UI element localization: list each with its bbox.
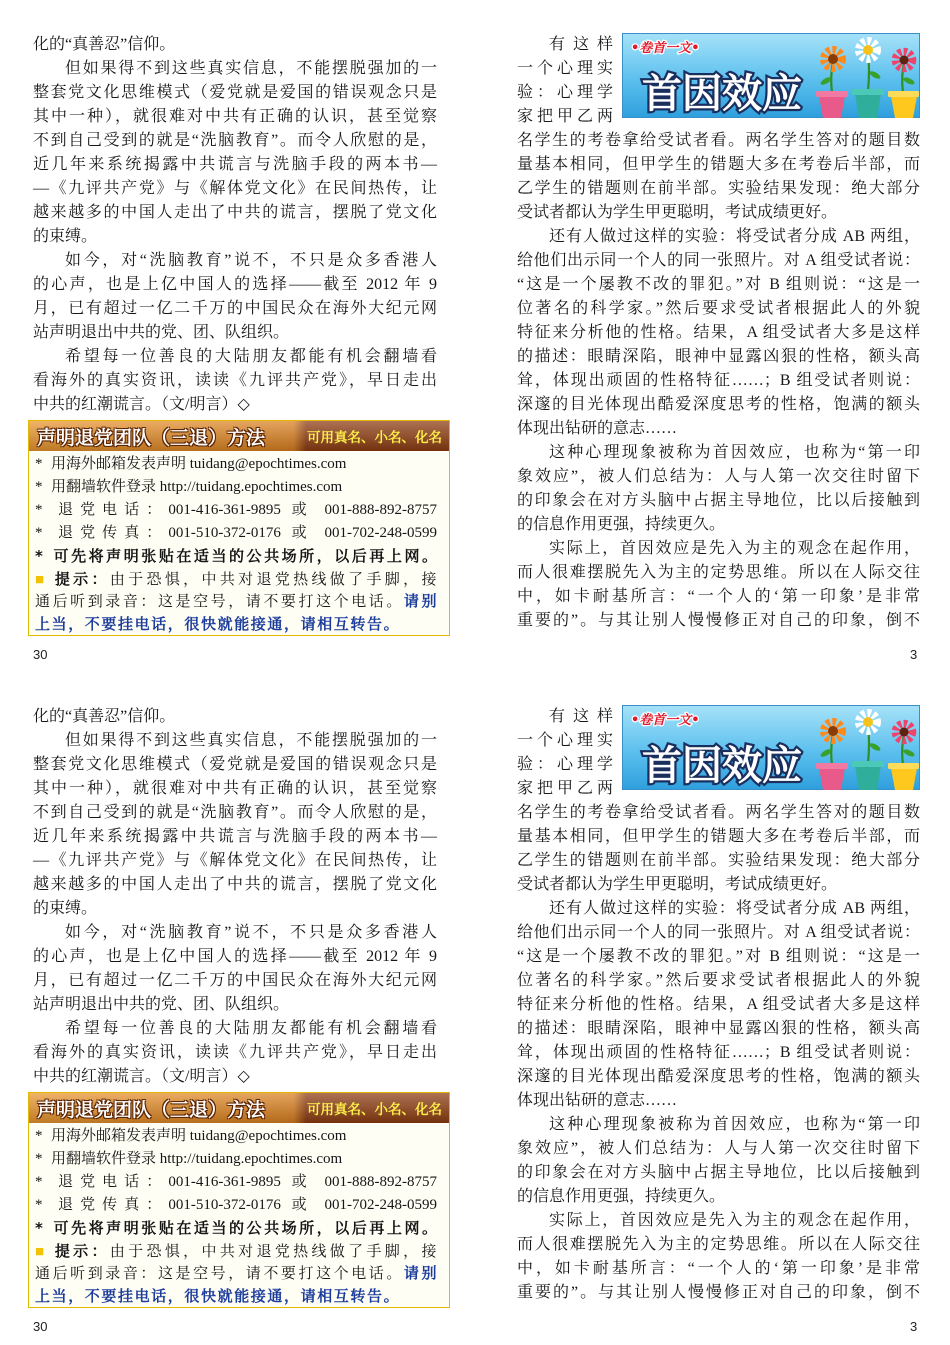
kicker-label: •卷首一文• (631, 41, 700, 56)
text-line: 验：心理学 (517, 84, 613, 101)
text-line: 体现出钻研的意志…… (517, 1092, 678, 1109)
paragraph (33, 1017, 437, 1089)
tip-line (35, 614, 437, 637)
text-line: 受试者都认为学生甲更聪明，考试成绩更好。 (517, 876, 838, 893)
text-line: 整套党文化思维模式（爱党就是爱国的错误观念只是 (33, 756, 437, 773)
box-item-text: 用海外邮箱发表声明 tuidang@epochtimes.com (51, 1128, 347, 1144)
paragraph (517, 537, 920, 633)
text-line: 象效应”，被人们总结为：人与人第一次交往时留下 (517, 1140, 920, 1157)
text-line: 家把甲乙两 (517, 780, 613, 797)
feature-title: 首因效应 (642, 743, 802, 789)
text-line: 象效应”，被人们总结为：人与人第一次交往时留下 (517, 468, 920, 485)
bullet-marker: * (35, 1197, 43, 1213)
bullet-marker: * (35, 1128, 43, 1144)
text-line: 中，如卡耐基所言：“一个人的‘第一印象’是非常 (517, 588, 920, 605)
page-number-left: 30 (33, 647, 48, 662)
box-title-banner (29, 1093, 449, 1123)
text-line: 不到自己受到的就是“洗脑教育”。而令人欣慰的是， (33, 804, 437, 821)
box-item-text: 用翻墙软件登录 http://tuidang.epochtimes.com (51, 479, 343, 495)
bullet-marker: * (35, 479, 43, 495)
text-line: 中共的红潮谎言。（文/明言）◇ (33, 1068, 250, 1085)
text-line: 耸，体现出顽固的性格特征……；B 组受试者则说： (517, 372, 920, 389)
text-line: 希望每一位善良的大陆朋友都能有机会翻墙看 (65, 1020, 437, 1037)
text-line: 这种心理现象被称为首因效应，也称为“第一印 (549, 1116, 920, 1133)
text-line: 化的“真善忍”信仰。 (33, 36, 176, 53)
text-line: 整套党文化思维模式（爱党就是爱国的错误观念只是 (33, 84, 437, 101)
text-line: 的信息作用更强，持续更久。 (517, 1188, 726, 1205)
text-line: 的印象会在对方头脑中占据主导地位，比以后接触到 (517, 492, 920, 509)
box-subtitle: 可用真名、小名、化名 (307, 430, 442, 446)
text-line: 家把甲乙两 (517, 108, 613, 125)
tip-text: 由于恐惧，中共对退党热线做了手脚，接 (109, 572, 437, 588)
right-column (517, 705, 920, 1305)
box-item-text: 用翻墙软件登录 http://tuidang.epochtimes.com (51, 1151, 343, 1167)
text-line: 有这样 (549, 36, 613, 53)
paragraph (33, 729, 437, 921)
text-line: 的心声，也是上亿中国人的选择——截至 2012 年 9 (33, 276, 437, 293)
tip-emphasis: 上当，不要挂电话，很快就能接通，请相互转告。 (35, 1289, 401, 1305)
page-number-right: 3 (910, 647, 918, 662)
text-line: 有这样 (549, 708, 613, 725)
box-item-website (35, 476, 437, 499)
tip-text: 由于恐惧，中共对退党热线做了手脚，接 (109, 1244, 437, 1260)
text-line: 的信息作用更强，持续更久。 (517, 516, 726, 533)
text-line: 名学生的考卷拿给受试者看。两名学生答对的题目数 (517, 132, 920, 149)
page-number-right: 3 (910, 1319, 918, 1334)
text-line: 特征来分析他的性格。结果，A 组受试者大多是这样 (517, 996, 920, 1013)
tip-emphasis: 上当，不要挂电话，很快就能接通，请相互转告。 (35, 617, 401, 633)
text-line: 但如果得不到这些真实信息，不能摆脱强加的一 (65, 60, 437, 77)
tip-line (35, 1240, 437, 1263)
tip-emphasis: 请别 (403, 594, 437, 610)
text-line: 乙学生的错题则在前半部。实验结果发现：绝大部分 (517, 180, 920, 197)
text-line: 的束缚。 (33, 228, 98, 245)
bullet-marker: * (35, 502, 43, 518)
text-line: 还有人做过这样的实验：将受试者分成 AB 两组， (549, 228, 920, 245)
paragraph (517, 897, 920, 1113)
box-subtitle: 可用真名、小名、化名 (307, 1102, 442, 1118)
text-line: 量基本相同，但甲学生的错题大多在考卷后半部，而 (517, 828, 920, 845)
text-line: 体现出钻研的意志…… (517, 420, 678, 437)
tip-label: 提示： (52, 1242, 110, 1260)
text-line: 其中一种），就很难对中共有正确的认识，甚至觉察 (33, 108, 437, 125)
text-line: 其中一种），就很难对中共有正确的认识，甚至觉察 (33, 780, 437, 797)
text-line: 而人很难摆脱先入为主的定势思维。所以在人际交往 (517, 1236, 920, 1253)
tip-line (35, 591, 437, 614)
text-line: 受试者都认为学生甲更聪明，考试成绩更好。 (517, 204, 838, 221)
kicker-label: •卷首一文• (631, 713, 700, 728)
paragraph (33, 33, 437, 57)
text-line: 站声明退出中共的党、团、队组织。 (33, 324, 290, 341)
text-line: 近几年来系统揭露中共谎言与洗脑手段的两本书— (33, 828, 437, 845)
box-item-email (35, 453, 437, 476)
box-title: 声明退党团队（三退）方法 (37, 426, 266, 449)
text-line: 给他们出示同一个人的同一张照片。对 A 组受试者说： (517, 924, 920, 941)
text-line: 一个心理实 (517, 732, 613, 749)
text-line: 越来越多的中国人走出了中共的谎言，摆脱了党文化 (33, 876, 437, 893)
tip-line (35, 1286, 437, 1309)
box-title: 声明退党团队（三退）方法 (37, 1098, 266, 1121)
text-line: 位著名的科学家。”然后要求受试者根据此人的外貌 (517, 300, 920, 317)
text-line: 不到自己受到的就是“洗脑教育”。而令人欣慰的是， (33, 132, 437, 149)
text-line: 一个心理实 (517, 60, 613, 77)
text-line: 重要的”。与其让别人慢慢修正对自己的印象，倒不 (517, 1284, 920, 1301)
box-item-list (35, 453, 437, 637)
text-line: 站声明退出中共的党、团、队组织。 (33, 996, 290, 1013)
quit-party-box (28, 1092, 450, 1308)
box-item-text: 退党传真：001-510-372-0176 或 001-702-248-0599 (51, 1197, 437, 1213)
bullet-marker: * (35, 1219, 43, 1237)
bullet-marker: * (35, 525, 43, 541)
box-item-phone (35, 499, 437, 522)
text-line: “这是一个屡教不改的罪犯。”对 B 组则说：“这是一 (517, 948, 920, 965)
page-number-left: 30 (33, 1319, 48, 1334)
tip-line (35, 1263, 437, 1286)
text-line: 中，如卡耐基所言：“一个人的‘第一印象’是非常 (517, 1260, 920, 1277)
quit-party-box (28, 420, 450, 636)
text-line: 的描述：眼睛深陷，眼神中显露凶狠的性格，额头高 (517, 1020, 920, 1037)
text-line: 耸，体现出顽固的性格特征……；B 组受试者则说： (517, 1044, 920, 1061)
text-line: 希望每一位善良的大陆朋友都能有机会翻墙看 (65, 348, 437, 365)
tip-line (35, 568, 437, 591)
text-line: 的束缚。 (33, 900, 98, 917)
text-line: 如今，对“洗脑教育”说不，不只是众多香港人 (65, 924, 437, 941)
text-line: 特征来分析他的性格。结果，A 组受试者大多是这样 (517, 324, 920, 341)
text-line: 深邃的目光体现出酷爱深度思考的性格，饱满的额头 (517, 396, 920, 413)
text-line: 位著名的科学家。”然后要求受试者根据此人的外貌 (517, 972, 920, 989)
box-item-poster (35, 1217, 437, 1240)
paragraph (33, 345, 437, 417)
box-item-text: 用海外邮箱发表声明 tuidang@epochtimes.com (51, 456, 347, 472)
paragraph (517, 441, 920, 537)
page-spread (0, 0, 950, 672)
box-item-poster (35, 545, 437, 568)
paragraph (33, 57, 437, 249)
text-line: 看海外的真实资讯，读读《九评共产党》，早日走出 (33, 372, 437, 389)
text-line: 量基本相同，但甲学生的错题大多在考卷后半部，而 (517, 156, 920, 173)
text-line: 月，已有超过一亿二千万的中国民众在海外大纪元网 (33, 972, 437, 989)
bullet-marker: * (35, 547, 43, 565)
text-line: “这是一个屡教不改的罪犯。”对 B 组则说：“这是一 (517, 276, 920, 293)
bullet-marker: * (35, 1151, 43, 1167)
text-line: 的心声，也是上亿中国人的选择——截至 2012 年 9 (33, 948, 437, 965)
paragraph (517, 1209, 920, 1305)
text-line: 而人很难摆脱先入为主的定势思维。所以在人际交往 (517, 564, 920, 581)
bullet-marker: * (35, 456, 43, 472)
text-line: —《九评共产党》与《解体党文化》在民间热传，让 (33, 180, 437, 197)
text-line: 月，已有超过一亿二千万的中国民众在海外大纪元网 (33, 300, 437, 317)
text-line: 实际上，首因效应是先入为主的观念在起作用， (549, 1212, 920, 1229)
box-item-text: 可先将声明张贴在适当的公共场所，以后再上网。 (51, 547, 437, 565)
text-line: 深邃的目光体现出酷爱深度思考的性格，饱满的额头 (517, 1068, 920, 1085)
tip-label: 提示： (52, 570, 110, 588)
paragraph (33, 705, 437, 729)
text-line: 中共的红潮谎言。（文/明言）◇ (33, 396, 250, 413)
bullet-marker: * (35, 1174, 43, 1190)
page-spread (0, 672, 950, 1344)
text-line: 如今，对“洗脑教育”说不，不只是众多香港人 (65, 252, 437, 269)
paragraph (517, 1113, 920, 1209)
box-title-banner (29, 421, 449, 451)
text-line: 的印象会在对方头脑中占据主导地位，比以后接触到 (517, 1164, 920, 1181)
box-item-text: 退党电话：001-416-361-9895 或 001-888-892-8757 (51, 502, 437, 518)
text-line: 但如果得不到这些真实信息，不能摆脱强加的一 (65, 732, 437, 749)
box-item-text: 退党电话：001-416-361-9895 或 001-888-892-8757 (51, 1174, 437, 1190)
box-item-text: 退党传真：001-510-372-0176 或 001-702-248-0599 (51, 525, 437, 541)
text-line: —《九评共产党》与《解体党文化》在民间热传，让 (33, 852, 437, 869)
text-line: 化的“真善忍”信仰。 (33, 708, 176, 725)
paragraph (517, 705, 920, 897)
text-line: 乙学生的错题则在前半部。实验结果发现：绝大部分 (517, 852, 920, 869)
tip-square-icon: ■ (35, 572, 45, 588)
text-line: 名学生的考卷拿给受试者看。两名学生答对的题目数 (517, 804, 920, 821)
text-line: 的描述：眼睛深陷，眼神中显露凶狠的性格，额头高 (517, 348, 920, 365)
left-column (33, 705, 437, 1089)
box-item-list (35, 1125, 437, 1309)
box-item-email (35, 1125, 437, 1148)
box-item-fax (35, 1194, 437, 1217)
tip-emphasis: 请别 (403, 1266, 437, 1282)
right-column (517, 33, 920, 633)
text-line: 重要的”。与其让别人慢慢修正对自己的印象，倒不 (517, 612, 920, 629)
paragraph (33, 921, 437, 1017)
tip-text: 通后听到录音：这是空号，请不要打这个电话。 (35, 594, 404, 610)
text-line: 这种心理现象被称为首因效应，也称为“第一印 (549, 444, 920, 461)
text-line: 实际上，首因效应是先入为主的观念在起作用， (549, 540, 920, 557)
tip-square-icon: ■ (35, 1244, 45, 1260)
left-column (33, 33, 437, 417)
paragraph (517, 225, 920, 441)
text-line: 还有人做过这样的实验：将受试者分成 AB 两组， (549, 900, 920, 917)
box-item-fax (35, 522, 437, 545)
box-item-phone (35, 1171, 437, 1194)
box-item-text: 可先将声明张贴在适当的公共场所，以后再上网。 (51, 1219, 437, 1237)
paragraph (517, 33, 920, 225)
text-line: 看海外的真实资讯，读读《九评共产党》，早日走出 (33, 1044, 437, 1061)
text-line: 验：心理学 (517, 756, 613, 773)
feature-title: 首因效应 (642, 71, 802, 117)
text-line: 越来越多的中国人走出了中共的谎言，摆脱了党文化 (33, 204, 437, 221)
tip-text: 通后听到录音：这是空号，请不要打这个电话。 (35, 1266, 404, 1282)
text-line: 近几年来系统揭露中共谎言与洗脑手段的两本书— (33, 156, 437, 173)
paragraph (33, 249, 437, 345)
text-line: 给他们出示同一个人的同一张照片。对 A 组受试者说： (517, 252, 920, 269)
box-item-website (35, 1148, 437, 1171)
